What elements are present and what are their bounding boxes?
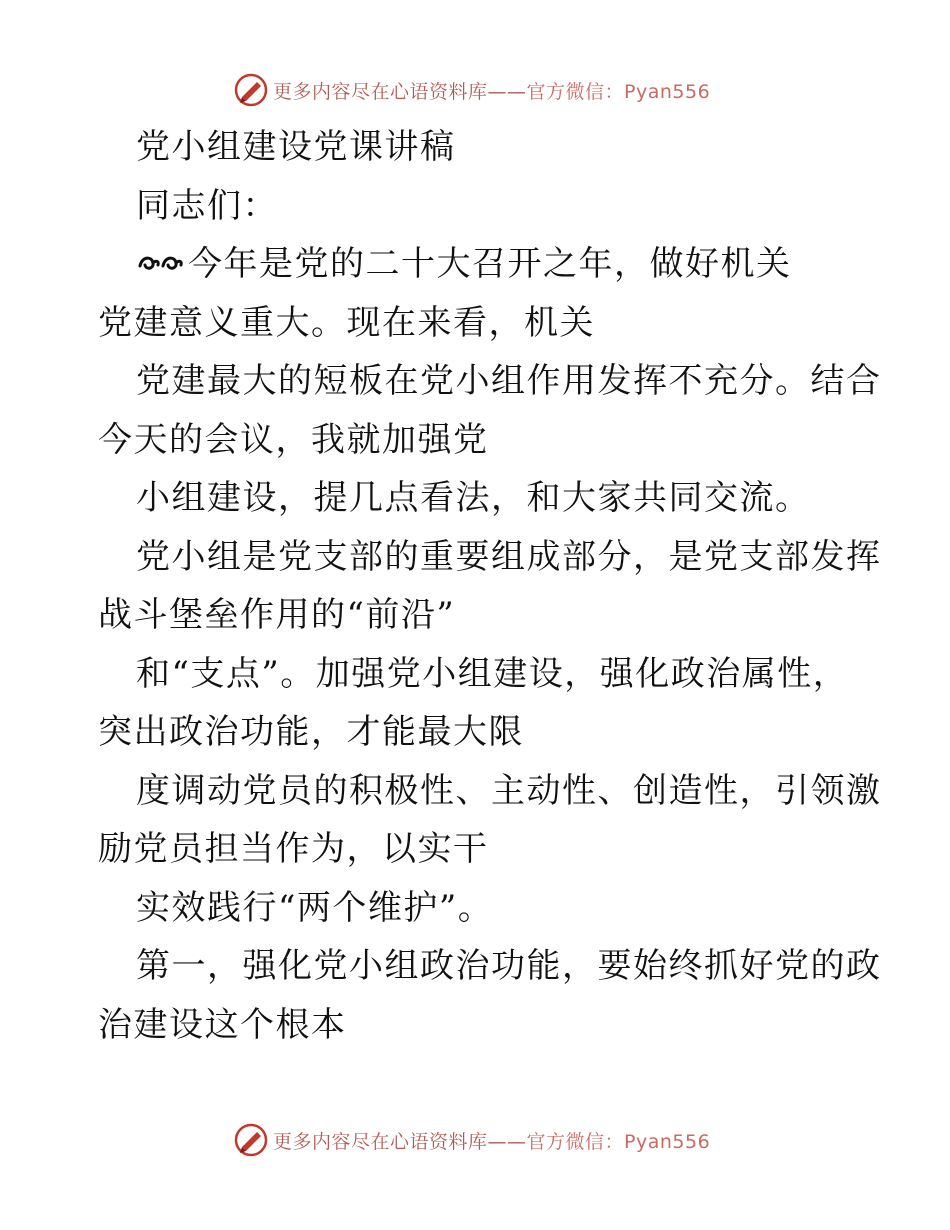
paragraph-line: 实效践行“两个维护”。 — [136, 887, 494, 928]
paragraph-line: 小组建设，提几点看法，和大家共同交流。 — [136, 478, 811, 518]
document-title: 党小组建设党课讲稿 — [136, 127, 456, 167]
banner-text: 更多内容尽在心语资料库——官方微信：Pyan556 — [273, 1130, 711, 1153]
ornament-icon — [136, 248, 184, 278]
paragraph-line: 和“支点”。加强党小组建设，强化政治属性， — [136, 653, 849, 694]
footer-banner — [233, 1120, 753, 1160]
paragraph-line: 励党员担当作为，以实干 — [98, 829, 489, 869]
greeting: 同志们： — [136, 185, 278, 226]
pen-logo-icon — [233, 72, 269, 108]
paragraph-line: 度调动党员的积极性、主动性、创造性，引领激 — [136, 770, 882, 811]
paragraph-line: 今天的会议，我就加强党 — [98, 419, 489, 460]
paragraph-line: 党建意义重大。现在来看，机关 — [98, 302, 595, 343]
banner-text: 更多内容尽在心语资料库——官方微信：Pyan556 — [273, 80, 711, 103]
paragraph-line: 第一，强化党小组政治功能，要始终抓好党的政 — [136, 946, 882, 986]
paragraph-line: 治建设这个根本 — [98, 1004, 347, 1045]
pen-logo-icon — [233, 1122, 269, 1158]
paragraph-line: 突出政治功能，才能最大限 — [98, 712, 524, 752]
paragraph-line: 今年是党的二十大召开之年，做好机关 — [98, 235, 868, 294]
paragraph-line: 党建最大的短板在党小组作用发挥不充分。结合 — [136, 361, 882, 401]
header-banner — [233, 70, 753, 110]
paragraph-line: 党小组是党支部的重要组成部分，是党支部发挥 — [136, 536, 882, 577]
document-body — [98, 118, 882, 1054]
paragraph-line: 战斗堡垒作用的“前沿” — [98, 595, 456, 635]
